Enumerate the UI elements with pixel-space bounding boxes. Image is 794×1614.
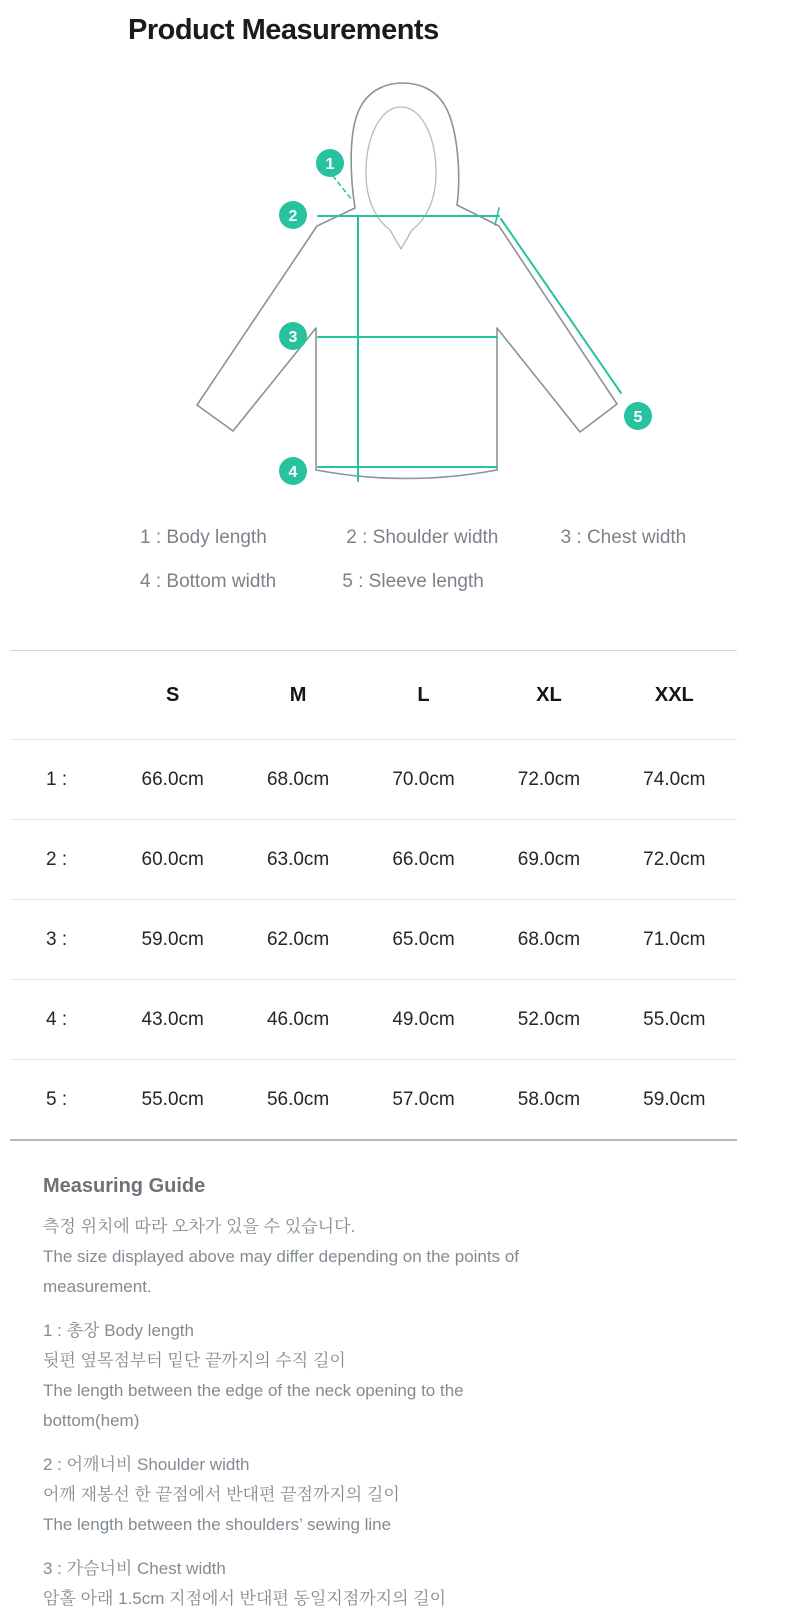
size-table-header-row (10, 651, 737, 740)
cell-value: 59.0cm (643, 1088, 706, 1110)
row-label: 3 : (46, 928, 68, 950)
guide-section-line: 뒷편 옆목점부터 밑단 끝까지의 수직 길이 (43, 1351, 346, 1370)
cell-value: 70.0cm (392, 768, 455, 790)
row-label: 4 : (46, 1008, 68, 1030)
table-row-sleeve-length (10, 1060, 737, 1141)
cell-value: 56.0cm (266, 1088, 330, 1110)
measurement-lines (318, 176, 621, 481)
cell-value: 52.0cm (517, 1008, 581, 1030)
cell-value: 72.0cm (517, 768, 581, 790)
hood-inner-opening-outline (366, 107, 436, 249)
measuring-guide-heading: Measuring Guide (43, 1175, 206, 1197)
marker-2-badge (279, 201, 307, 229)
cell-value: 46.0cm (266, 1008, 330, 1030)
guide-section-title: 3 : 가슴너비 Chest width (43, 1559, 226, 1578)
cell-value: 62.0cm (266, 928, 330, 950)
hoodie-outline (197, 83, 617, 479)
table-row-chest-width (10, 900, 737, 980)
table-row-body-length (10, 740, 737, 820)
cell-value: 71.0cm (643, 928, 706, 950)
cell-value: 66.0cm (392, 848, 455, 870)
table-row-shoulder-width (10, 820, 737, 900)
column-header-m: M (289, 683, 307, 706)
guide-intro-line-en-1: The size displayed above may differ depending on the points of (43, 1247, 519, 1266)
marker-1-badge (316, 149, 344, 177)
guide-section-chest-width (43, 1554, 794, 1614)
sleeve-length-line (501, 219, 621, 393)
hoodie-measurement-diagram (0, 55, 794, 500)
guide-section-line: 암홀 아래 1.5cm 지점에서 반대편 동일지점까지의 길이 (43, 1589, 447, 1608)
marker-3-number: 3 (288, 329, 298, 346)
guide-section-body-length (43, 1316, 794, 1436)
legend-row-2 (140, 560, 794, 604)
legend-item-shoulder-width: 2 : Shoulder width (346, 527, 499, 548)
cell-value: 68.0cm (266, 768, 330, 790)
guide-intro-line-ko: 측정 위치에 따라 오차가 있을 수 있습니다. (43, 1217, 356, 1236)
guide-section-title: 2 : 어깨너비 Shoulder width (43, 1455, 250, 1474)
guide-section-line: The length between the edge of the neck opening to the (43, 1381, 464, 1400)
row-label: 5 : (46, 1088, 68, 1110)
cell-value: 59.0cm (141, 928, 204, 950)
measurement-markers (279, 149, 652, 485)
column-header-xl: XL (536, 683, 562, 706)
cell-value: 74.0cm (643, 768, 706, 790)
guide-section-shoulder-width (43, 1450, 794, 1540)
left-sleeve-outline (197, 208, 355, 470)
column-header-xxl: XXL (654, 683, 694, 706)
marker-1-number: 1 (325, 156, 335, 173)
marker1-pointer-dashed-line (333, 176, 352, 200)
table-row-bottom-width (10, 980, 737, 1060)
product-measurements-page (0, 14, 794, 1614)
hoodie-diagram-svg (0, 55, 794, 500)
column-header-l: L (417, 683, 430, 706)
measurement-legend (140, 516, 794, 604)
cell-value: 49.0cm (392, 1008, 455, 1030)
cell-value: 68.0cm (517, 928, 581, 950)
cell-value: 72.0cm (643, 848, 706, 870)
guide-section-title: 1 : 총장 Body length (43, 1321, 194, 1340)
cell-value: 43.0cm (141, 1008, 204, 1030)
cell-value: 57.0cm (392, 1088, 455, 1110)
legend-item-body-length: 1 : Body length (140, 527, 267, 548)
marker-2-number: 2 (288, 208, 298, 225)
guide-section-line: The length between the shoulders’ sewing line (43, 1515, 392, 1534)
measuring-guide (43, 1173, 794, 1614)
legend-item-sleeve-length: 5 : Sleeve length (342, 571, 484, 592)
row-label: 2 : (46, 848, 68, 870)
cell-value: 55.0cm (643, 1008, 706, 1030)
guide-section-line: 어깨 재봉선 한 끝점에서 반대편 끝점까지의 길이 (43, 1485, 400, 1504)
marker-4-badge (279, 457, 307, 485)
marker-4-number: 4 (288, 464, 298, 481)
cell-value: 66.0cm (141, 768, 204, 790)
column-header-s: S (166, 683, 180, 706)
cell-value: 55.0cm (141, 1088, 204, 1110)
marker-5-badge (624, 402, 652, 430)
guide-intro-line-en-2: measurement. (43, 1277, 152, 1296)
marker-5-number: 5 (633, 409, 643, 426)
hem-outline (316, 470, 497, 479)
legend-item-bottom-width: 4 : Bottom width (140, 571, 277, 592)
legend-row-1 (140, 516, 794, 560)
cell-value: 65.0cm (392, 928, 455, 950)
cell-value: 69.0cm (517, 848, 581, 870)
cell-value: 58.0cm (517, 1088, 581, 1110)
row-label: 1 : (46, 768, 68, 790)
cell-value: 60.0cm (141, 848, 204, 870)
guide-intro (43, 1212, 794, 1302)
legend-item-chest-width: 3 : Chest width (560, 527, 687, 548)
page-title: Product Measurements (128, 14, 439, 46)
guide-section-line: bottom(hem) (43, 1411, 140, 1430)
cell-value: 63.0cm (266, 848, 330, 870)
size-table (10, 650, 737, 1141)
marker-3-badge (279, 322, 307, 350)
